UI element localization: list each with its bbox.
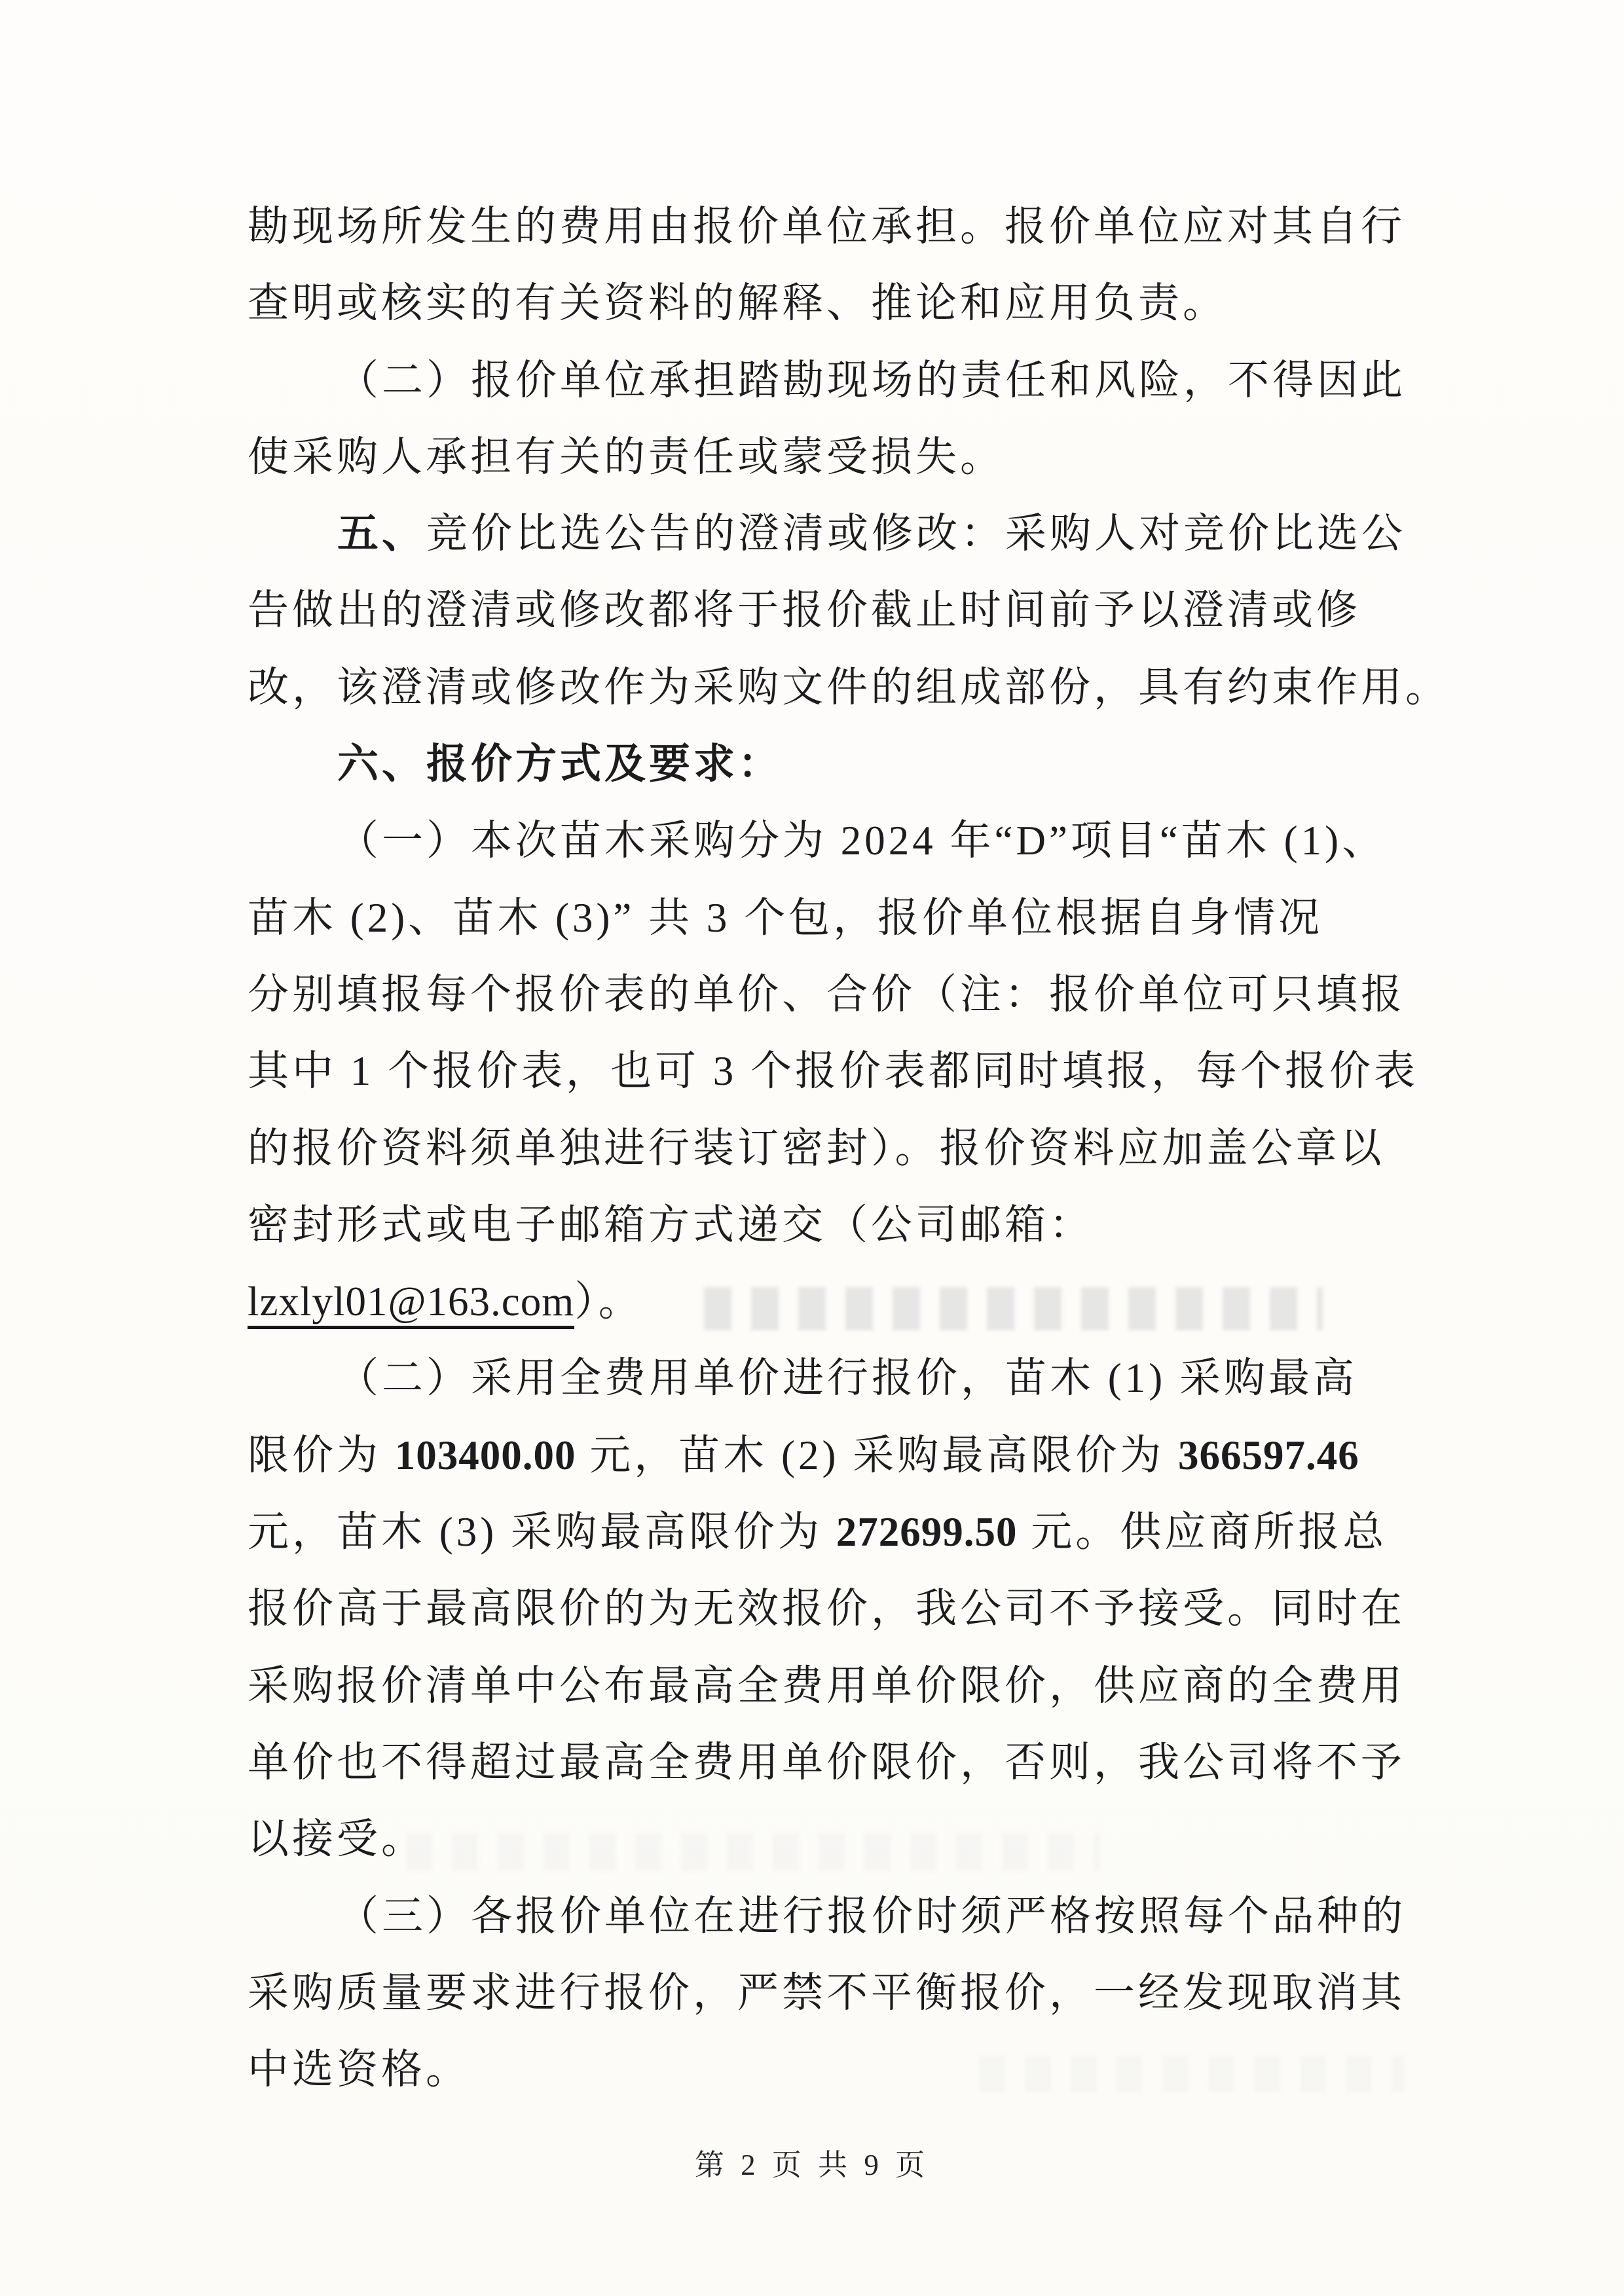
text-line — [248, 1571, 1417, 1647]
text-run: 竞价比选公告的澄清或修改：采购人对竞价比选公 — [426, 511, 1406, 557]
text-run: 单价也不得超过最高全费用单价限价，否则，我公司将不予 — [248, 1739, 1405, 1785]
text-line — [248, 1878, 1417, 1955]
text-line — [248, 189, 1417, 265]
text-line — [248, 572, 1417, 649]
text-run: 元，苗木 (2) 采购最高限价为 — [576, 1432, 1178, 1478]
text-run: （二）报价单位承担踏勘现场的责任和风险，不得因此 — [337, 357, 1406, 403]
bold-run: 103400.00 — [394, 1432, 576, 1478]
text-run: （一）本次苗木采购分为 2024 年“D”项目“苗木 (1)、 — [337, 818, 1387, 864]
text-line — [248, 1724, 1417, 1801]
text-line — [248, 726, 1417, 803]
text-line — [248, 1340, 1417, 1417]
text-line — [248, 1264, 1417, 1340]
text-run: 元。供应商所报总 — [1017, 1509, 1388, 1556]
text-run: 勘现场所发生的费用由报价单位承担。报价单位应对其自行 — [248, 204, 1405, 249]
text-line — [248, 1033, 1417, 1110]
document-body — [248, 189, 1450, 2108]
text-run: 其中 1 个报价表，也可 3 个报价表都同时填报，每个报价表 — [248, 1048, 1418, 1095]
text-run: ）。 — [574, 1279, 643, 1325]
text-line — [248, 957, 1417, 1033]
text-line — [248, 803, 1417, 879]
text-line — [248, 265, 1417, 342]
text-line — [248, 880, 1417, 957]
text-line — [248, 1494, 1417, 1571]
text-run: 苗木 (2)、苗木 (3)” 共 3 个包，报价单位根据自身情况 — [248, 894, 1323, 941]
text-run: 改，该澄清或修改作为采购文件的组成部份，具有约束作用。 — [248, 664, 1450, 710]
text-run: （二）采用全费用单价进行报价，苗木 (1) 采购最高 — [337, 1355, 1357, 1402]
text-line — [248, 342, 1417, 419]
email-address: lzxlyl01@163.com — [248, 1279, 574, 1329]
text-run: 采购报价清单中公布最高全费用单价限价，供应商的全费用 — [248, 1662, 1405, 1709]
text-run: 密封形式或电子邮箱方式递交（公司邮箱： — [248, 1201, 1094, 1248]
text-run: 查明或核实的有关资料的解释、推论和应用负责。 — [248, 280, 1227, 327]
text-line — [248, 1648, 1417, 1724]
bold-run: 272699.50 — [836, 1509, 1018, 1556]
bold-run: 六、报价方式及要求： — [337, 741, 783, 788]
text-run: 分别填报每个报价表的单价、合价（注：报价单位可只填报 — [248, 971, 1405, 1017]
text-line — [248, 1187, 1417, 1264]
text-run: 报价高于最高限价的为无效报价，我公司不予接受。同时在 — [248, 1586, 1405, 1632]
text-run: 以接受。 — [248, 1816, 426, 1863]
text-run: 限价为 — [248, 1432, 395, 1478]
text-line — [248, 2032, 1417, 2108]
text-line — [248, 649, 1450, 726]
text-line — [248, 419, 1417, 496]
text-run: 告做出的澄清或修改都将于报价截止时间前予以澄清或修 — [248, 587, 1361, 634]
text-line — [248, 1417, 1417, 1494]
text-line — [248, 496, 1417, 572]
text-run: 的报价资料须单独进行装订密封）。报价资料应加盖公章以 — [248, 1125, 1385, 1171]
text-run: 采购质量要求进行报价，严禁不平衡报价，一经发现取消其 — [248, 1969, 1405, 2016]
text-run: 中选资格。 — [248, 2047, 470, 2093]
bold-run: 五、 — [337, 511, 426, 557]
text-run: （三）各报价单位在进行报价时须严格按照每个品种的 — [337, 1893, 1406, 1939]
page-number-footer: 第 2 页 共 9 页 — [694, 2149, 930, 2181]
text-run: 元，苗木 (3) 采购最高限价为 — [248, 1509, 836, 1556]
bold-run: 366597.46 — [1177, 1432, 1359, 1478]
text-run: 使采购人承担有关的责任或蒙受损失。 — [248, 433, 1005, 480]
text-line — [248, 1955, 1417, 2032]
text-line — [248, 1801, 1417, 1878]
text-line — [248, 1110, 1417, 1187]
